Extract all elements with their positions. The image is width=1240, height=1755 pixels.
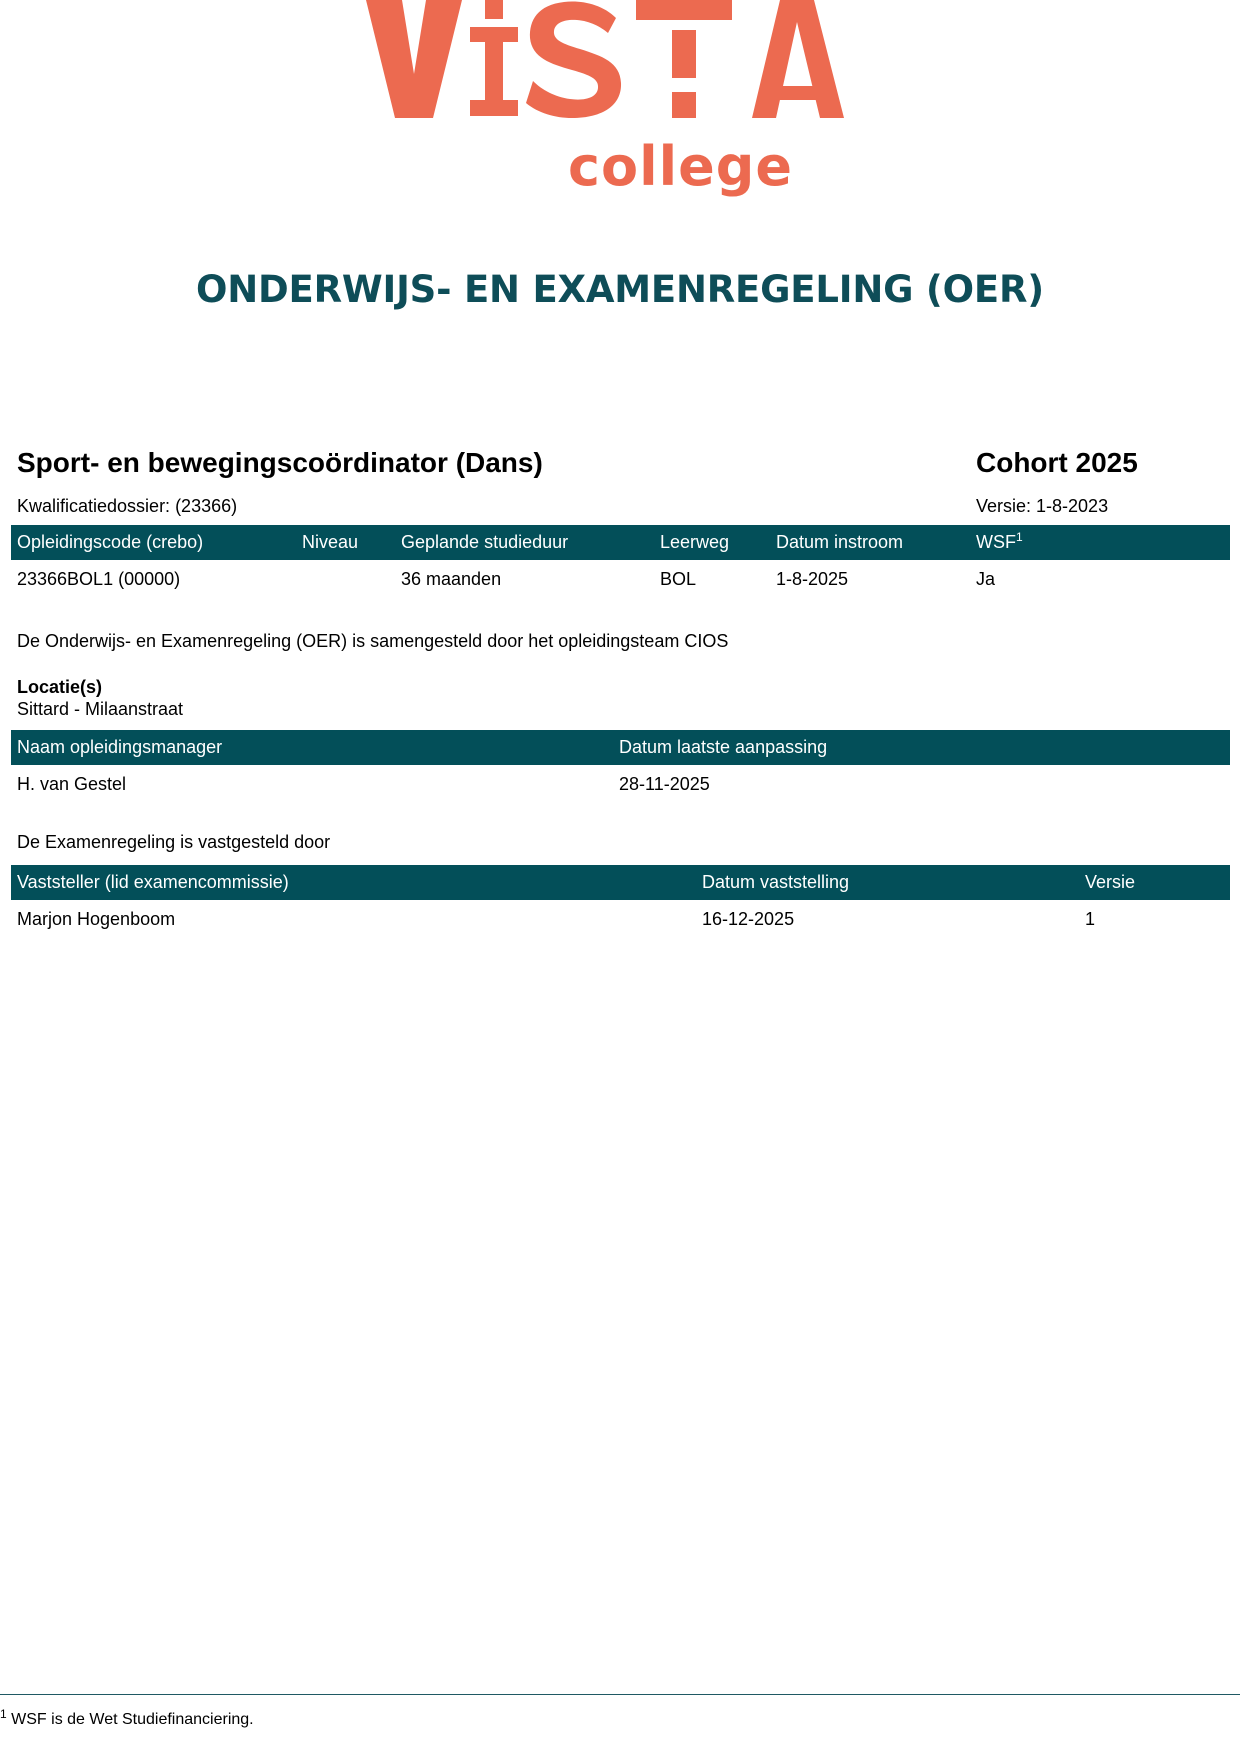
cell-study-duration: 36 maanden	[401, 569, 502, 589]
header-intake-date: Datum instroom	[776, 532, 904, 552]
header-study-duration: Geplande studieduur	[401, 532, 569, 552]
program-table	[11, 525, 1230, 598]
manager-table	[11, 730, 1230, 803]
compiled-by-text: De Onderwijs- en Examenregeling (OER) is samengesteld door het opleidingsteam CIOS	[17, 631, 729, 651]
cell-establisher: Marjon Hogenboom	[17, 909, 176, 929]
cell-wsf: Ja	[976, 569, 996, 589]
manager-table-header	[11, 730, 1230, 765]
header-wsf	[976, 525, 1023, 560]
location-value: Sittard - Milaanstraat	[17, 699, 184, 719]
cohort-label: Cohort 2025	[976, 447, 1138, 478]
header-establish-date: Datum vaststelling	[702, 872, 850, 892]
cell-manager-name: H. van Gestel	[17, 774, 127, 794]
cell-learning-path: BOL	[660, 569, 697, 589]
program-name: Sport- en bewegingscoördinator (Dans)	[17, 447, 543, 478]
established-by-text: De Examenregeling is vastgesteld door	[17, 832, 331, 852]
footnote-text: WSF is de Wet Studiefinanciering.	[11, 1711, 254, 1728]
cell-intake-date: 1-8-2025	[776, 569, 849, 589]
footnote-ref: 1	[1016, 530, 1023, 544]
program-table-header	[11, 525, 1230, 560]
header-version: Versie	[1085, 872, 1136, 892]
header-level: Niveau	[302, 532, 359, 552]
footnote	[0, 1707, 254, 1729]
header-code: Opleidingscode (crebo)	[17, 532, 204, 552]
table-row	[11, 765, 1230, 803]
exam-table-header	[11, 865, 1230, 900]
svg-text:college: college	[568, 135, 794, 198]
cell-version: 1	[1085, 909, 1096, 929]
header-last-modified: Datum laatste aanpassing	[619, 737, 828, 757]
cell-last-modified: 28-11-2025	[619, 774, 710, 794]
cell-code: 23366BOL1 (00000)	[17, 569, 181, 589]
dossier-version: Versie: 1-8-2023	[976, 496, 1109, 516]
cell-establish-date: 16-12-2025	[702, 909, 795, 929]
table-row	[11, 560, 1230, 598]
locations-heading: Locatie(s)	[17, 677, 103, 697]
table-row	[11, 900, 1230, 938]
header-learning-path: Leerweg	[660, 532, 730, 552]
qualification-dossier: Kwalificatiedossier: (23366)	[17, 496, 238, 516]
footnote-marker: 1	[0, 1707, 7, 1721]
header-manager-name: Naam opleidingsmanager	[17, 737, 223, 757]
exam-committee-table	[11, 865, 1230, 938]
document-title: ONDERWIJS- EN EXAMENREGELING (OER)	[196, 268, 1044, 311]
header-wsf-label: WSF	[976, 532, 1016, 552]
vista-college-logo	[366, 0, 876, 205]
footnote-divider	[0, 1694, 1240, 1695]
header-establisher: Vaststeller (lid examencommissie)	[17, 872, 289, 892]
